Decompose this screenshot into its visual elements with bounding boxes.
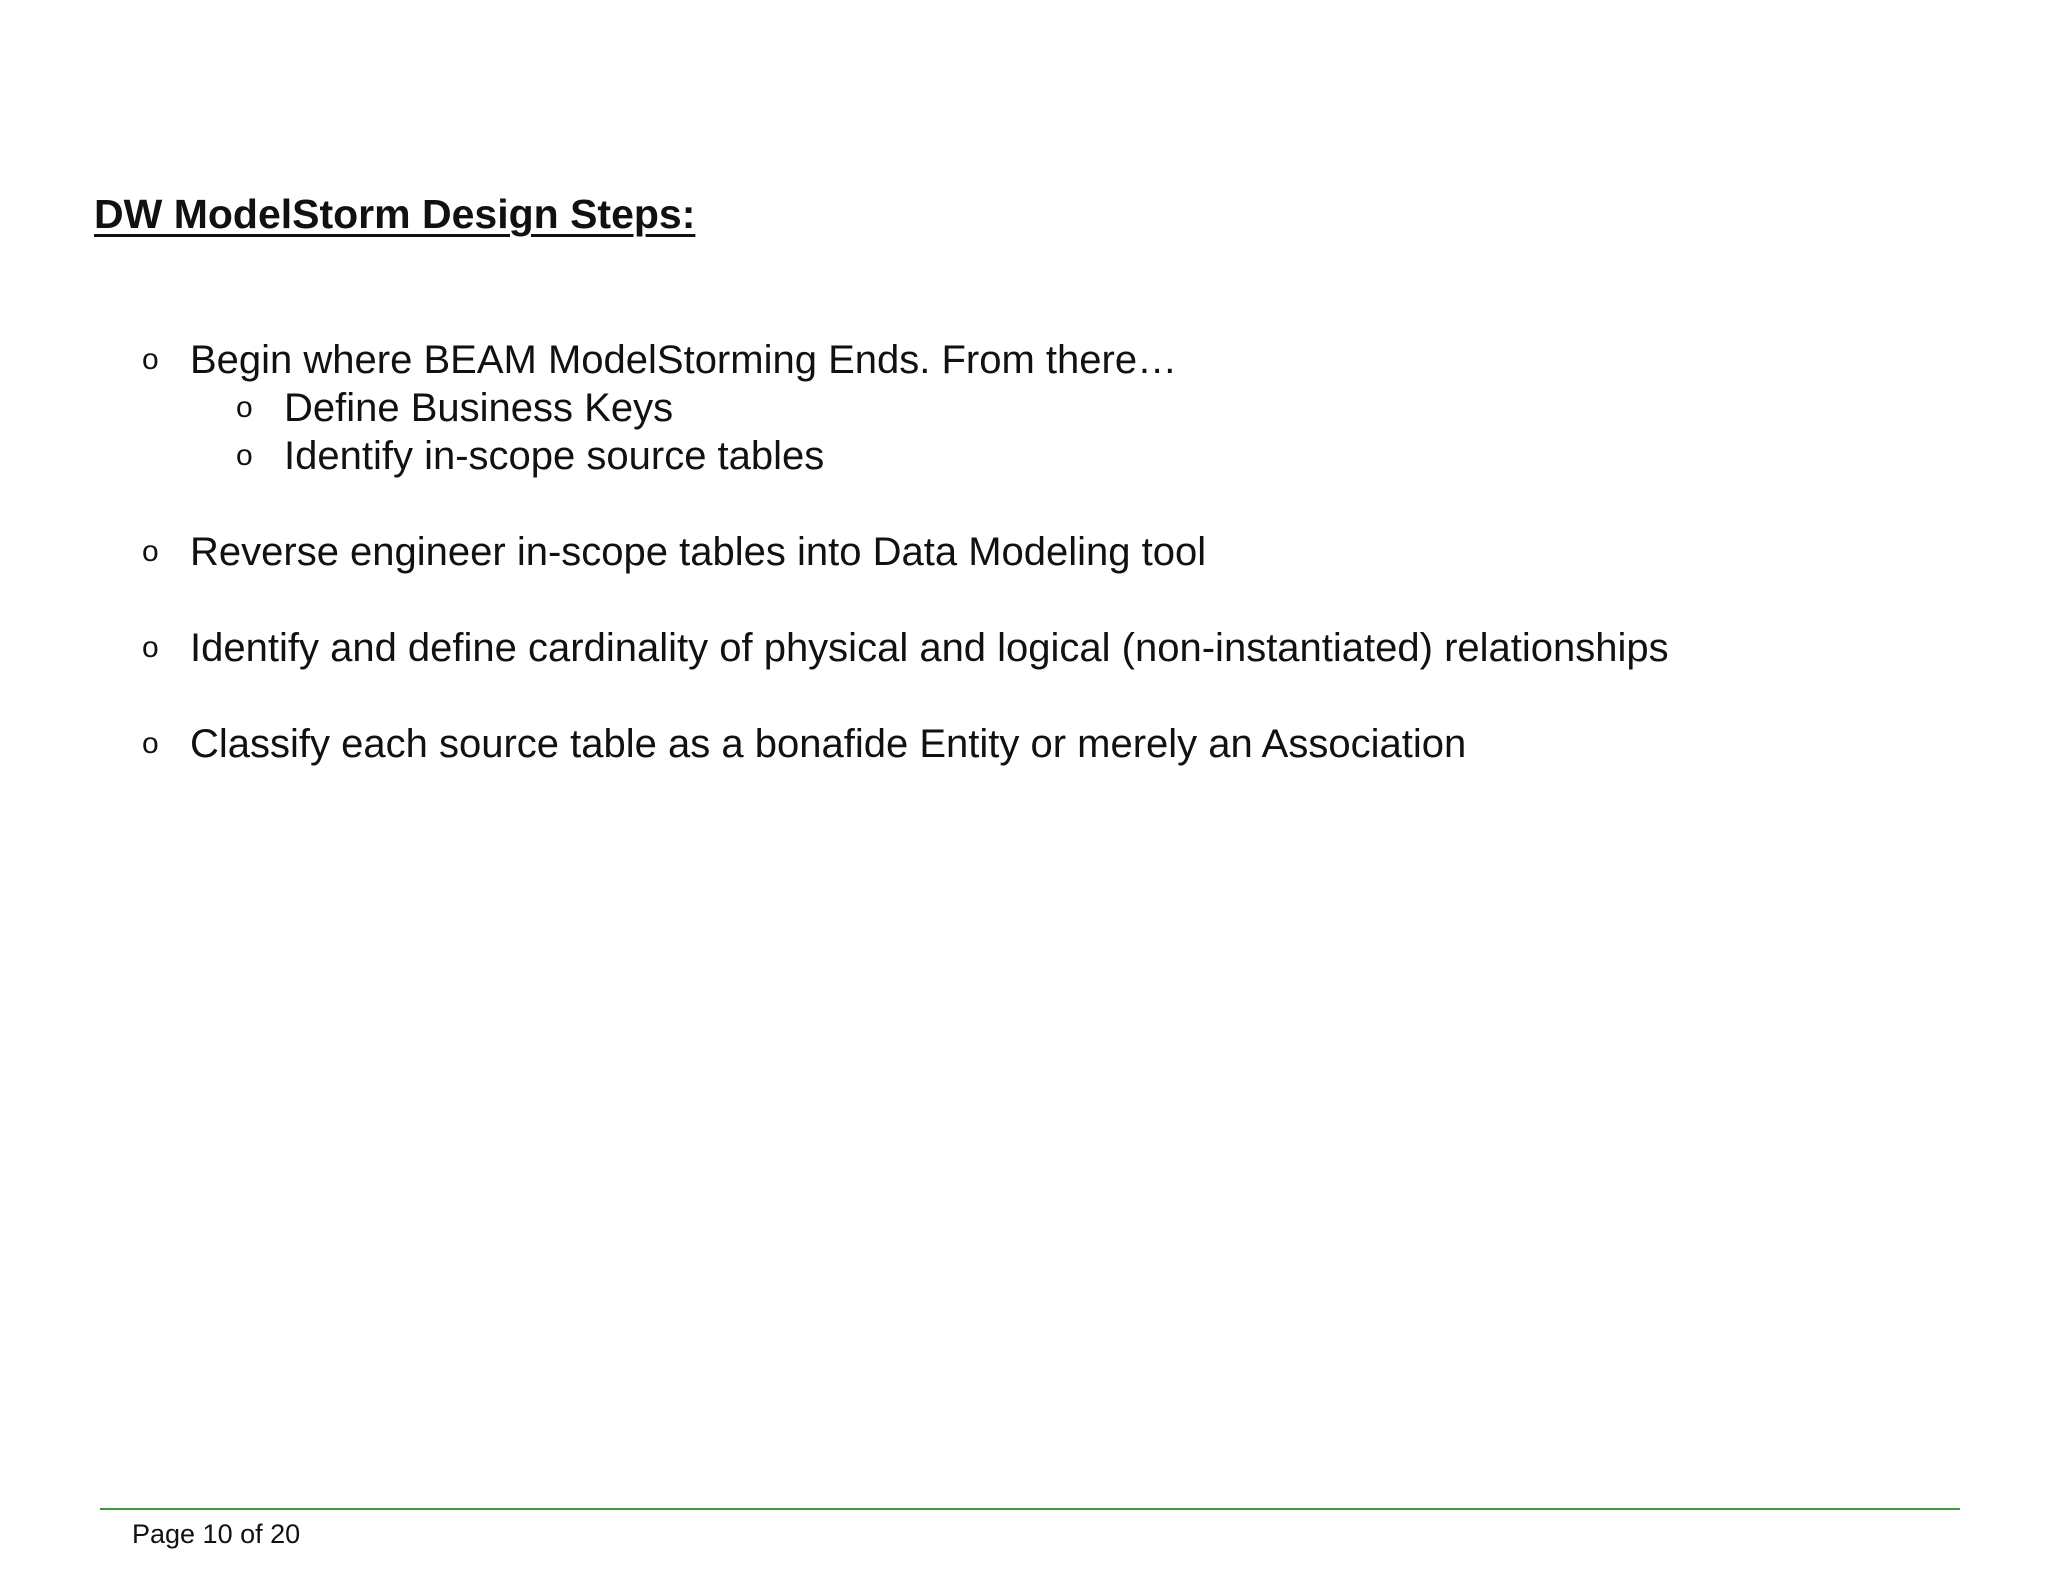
list-item-text: Identify in-scope source tables <box>284 434 825 478</box>
bullet-icon: o <box>142 343 159 376</box>
list-item-text: Classify each source table as a bonafide Entity or merely an Association <box>190 722 1467 766</box>
bullet-icon: o <box>236 391 253 424</box>
list-item-text: Identify and define cardinality of physical and logical (non-instantiated) relationships <box>190 626 1669 670</box>
page-number: Page 10 of 20 <box>132 1519 301 1549</box>
bullet-icon: o <box>142 727 159 760</box>
list-item-text: Reverse engineer in-scope tables into Data Modeling tool <box>190 530 1207 574</box>
footer-divider <box>100 1508 1960 1510</box>
list-item-text: Define Business Keys <box>284 386 674 430</box>
bullet-icon: o <box>142 535 159 568</box>
list-item-text: Begin where BEAM ModelStorming Ends. From there… <box>190 338 1178 382</box>
bullet-icon: o <box>142 631 159 664</box>
page-title: DW ModelStorm Design Steps: <box>94 191 696 237</box>
bullet-icon: o <box>236 439 253 472</box>
